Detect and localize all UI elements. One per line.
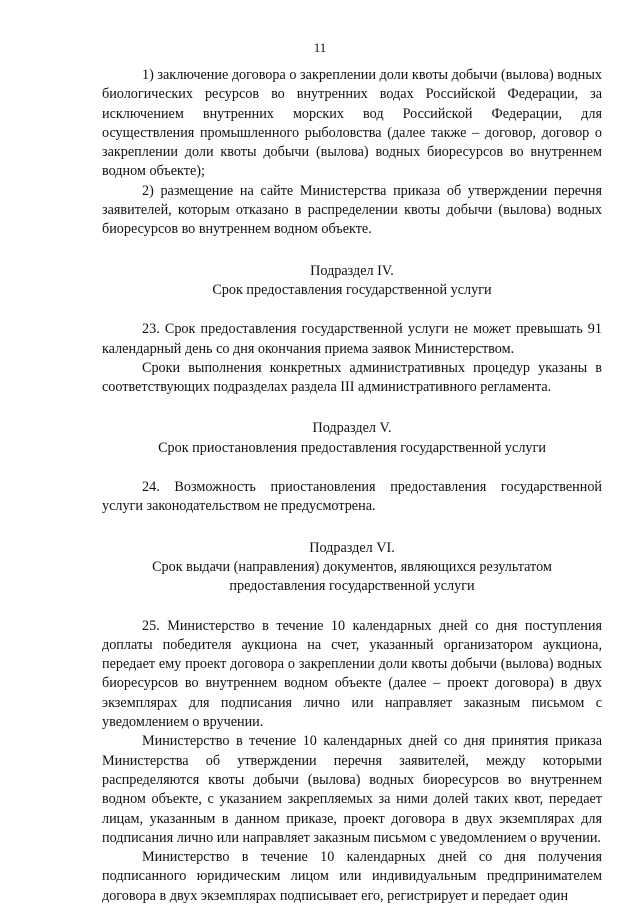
paragraph: 25. Министерство в течение 10 календарных дней со дня поступления доплаты победителя аукциона на счет, указанный организатором аукциона, передает ему проект договора о закреплении доли квоты добычи (вылова) водных биоресурсов во внутреннем водном объекте (далее – проект договора) в двух экземплярах для подписания лично или направляет заказным письмом с уведомлением о вручении. [102, 617, 602, 731]
section-title-line: Срок выдачи (направления) документов, являющихся результатом [152, 558, 552, 575]
paragraph: Сроки выполнения конкретных административных процедур указаны в соответствующих подразделах раздела III административного регламента. [102, 359, 602, 396]
paragraph: Министерство в течение 10 календарных дней со дня принятия приказа Министерства об утверждении перечня заявителей, между которыми распределяются квоты добычи (вылова) водных биоресурсов во внутреннем водном объекте, с указанием закрепляемых за ними долей таких квот, передает лицам, указанным в данном приказе, проект договора в двух экземплярах для подписания лично или направляет заказным письмом с уведомлением о вручении. [102, 733, 602, 846]
section-label: Подраздел VI. [309, 539, 395, 556]
list-item: 2) размещение на сайте Министерства приказа об утверждении перечня заявителей, которым отказано в распределении квоты добычи (вылова) водных биоресурсов во внутреннем водном объекте. [102, 182, 602, 238]
list-item: 1) заключение договора о закреплении доли квоты добычи (вылова) водных биологических ресурсов во внутренних водах Российской Федерации, за исключением внутренних морских вод Российской Федерации, для осуществления промышленного рыболовства (далее также – договор, договор о закреплении доли квоты добычи (вылова) водных биоресурсов во внутреннем водном объекте); [102, 67, 602, 180]
section-title-line: предоставления государственной услуги [229, 578, 475, 595]
paragraph: Министерство в течение 10 календарных дней со дня получения подписанного юридическим лицом или индивидуальным предпринимателем договора в двух экземплярах подписывает его, регистрирует и передает один [102, 849, 602, 904]
section-label: Подраздел V. [312, 420, 392, 437]
section-title: Срок приостановления предоставления государственной услуги [158, 439, 546, 456]
document-body [102, 66, 602, 906]
section-title: Срок предоставления государственной услуги [212, 281, 492, 298]
paragraph: 23. Срок предоставления государственной услуги не может превышать 91 календарный день со дня окончания приема заявок Министерством. [102, 321, 602, 357]
section-label: Подраздел IV. [310, 262, 394, 279]
paragraph: 24. Возможность приостановления предоставления государственной услуги законодательством не предусмотрена. [102, 479, 602, 515]
page-number: 11 [313, 40, 327, 55]
